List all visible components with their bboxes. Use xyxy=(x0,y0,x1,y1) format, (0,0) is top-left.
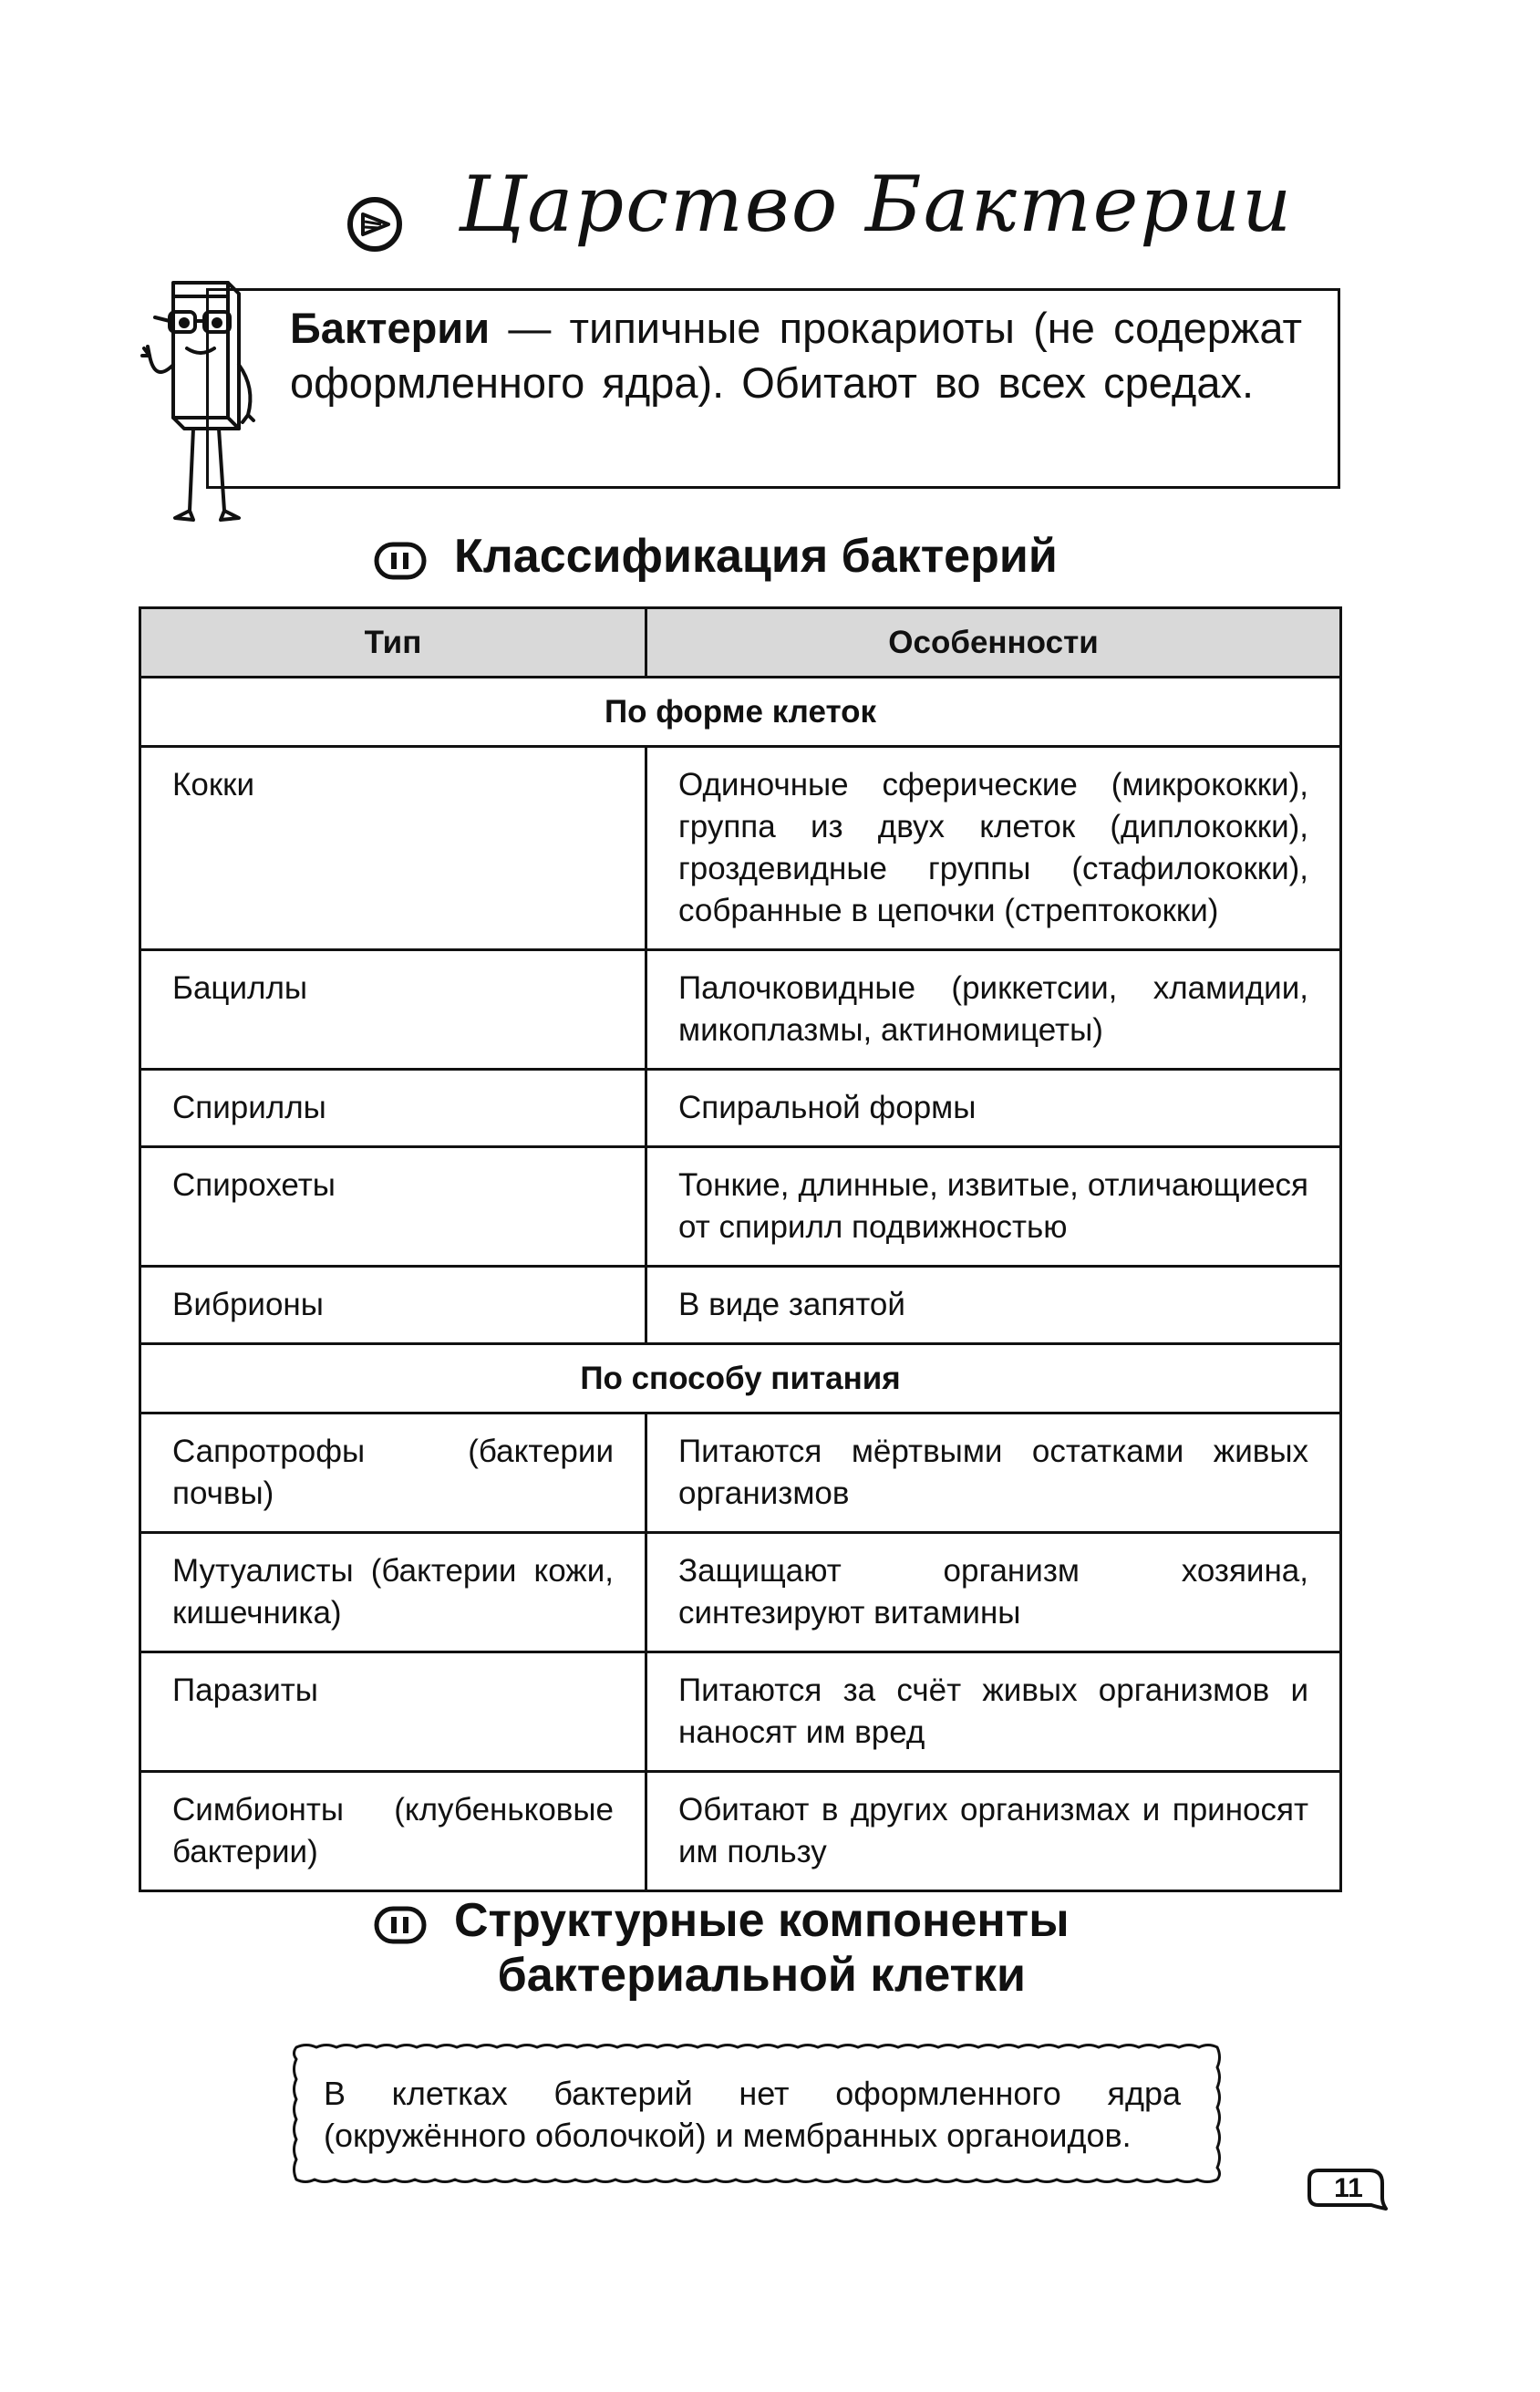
section-title: Классификация бактерий xyxy=(454,530,1058,583)
section-title-line1: Структурные компоненты xyxy=(454,1894,1070,1947)
features-cell: Питаются мёртвыми остатками живых организмов xyxy=(646,1413,1341,1533)
table-row xyxy=(140,1267,1341,1344)
pause-pill-icon xyxy=(374,1906,427,1944)
features-cell: Спиральной формы xyxy=(646,1070,1341,1147)
table-row xyxy=(140,1772,1341,1891)
section-title xyxy=(454,1893,1070,2003)
group-title-nutrition: По способу питания xyxy=(140,1344,1341,1413)
page-number: 11 xyxy=(1334,2173,1363,2203)
features-cell: В виде запятой xyxy=(646,1267,1341,1344)
section-title-line2: бактериальной клетки xyxy=(497,1949,1027,2002)
table-row xyxy=(140,1413,1341,1533)
classification-table xyxy=(139,606,1342,1892)
table-row xyxy=(140,950,1341,1070)
type-cell: Паразиты xyxy=(140,1652,646,1772)
group-row xyxy=(140,1344,1341,1413)
note-text: В клетках бактерий нет оформленного ядра (окружённого оболочкой) и мембранных органоидов. xyxy=(324,2075,1181,2154)
table-row xyxy=(140,1070,1341,1147)
pause-pill-icon xyxy=(374,542,427,580)
features-cell: Питаются за счёт живых организмов и наносят им вред xyxy=(646,1652,1341,1772)
type-cell: Мутуалисты (бактерии кожи, кишечника) xyxy=(140,1533,646,1652)
intro-term: Бактерии xyxy=(290,304,491,352)
section-heading-structure xyxy=(374,1893,1070,2003)
column-header-type: Тип xyxy=(140,608,646,678)
table-row xyxy=(140,1533,1341,1652)
intro-text: — типичные прокариоты (не содержат оформленного ядра). Обитают во всех средах. xyxy=(290,304,1302,407)
features-cell: Защищают организм хозяина, синтезируют витамины xyxy=(646,1533,1341,1652)
section-heading-classification xyxy=(374,529,1058,584)
features-cell: Одиночные сферические (микрококки), группа из двух клеток (диплококки), гроздевидные группы (стафилококки), собранные в цепочки (стрептококки) xyxy=(646,747,1341,950)
page-title: Царство Бактерии xyxy=(459,160,1294,249)
intro-definition xyxy=(290,301,1302,410)
type-cell: Бациллы xyxy=(140,950,646,1070)
group-row xyxy=(140,678,1341,747)
type-cell: Симбионты (клубеньковые бактерии) xyxy=(140,1772,646,1891)
type-cell: Вибрионы xyxy=(140,1267,646,1344)
table-row xyxy=(140,1652,1341,1772)
group-title-shape: По форме клеток xyxy=(140,678,1341,747)
type-cell: Кокки xyxy=(140,747,646,950)
column-header-features: Особенности xyxy=(646,608,1341,678)
type-cell: Спириллы xyxy=(140,1070,646,1147)
table-row xyxy=(140,1147,1341,1267)
type-cell: Спирохеты xyxy=(140,1147,646,1267)
play-circle-icon xyxy=(345,194,405,254)
type-cell: Сапротрофы (бактерии почвы) xyxy=(140,1413,646,1533)
page-title-row xyxy=(345,160,1294,278)
features-cell: Палочковидные (риккетсии, хламидии, микоплазмы, актиномицеты) xyxy=(646,950,1341,1070)
features-cell: Тонкие, длинные, извитые, отличающиеся от спирилл подвижностью xyxy=(646,1147,1341,1267)
features-cell: Обитают в других организмах и приносят им пользу xyxy=(646,1772,1341,1891)
table-row xyxy=(140,747,1341,950)
table-header-row xyxy=(140,608,1341,678)
